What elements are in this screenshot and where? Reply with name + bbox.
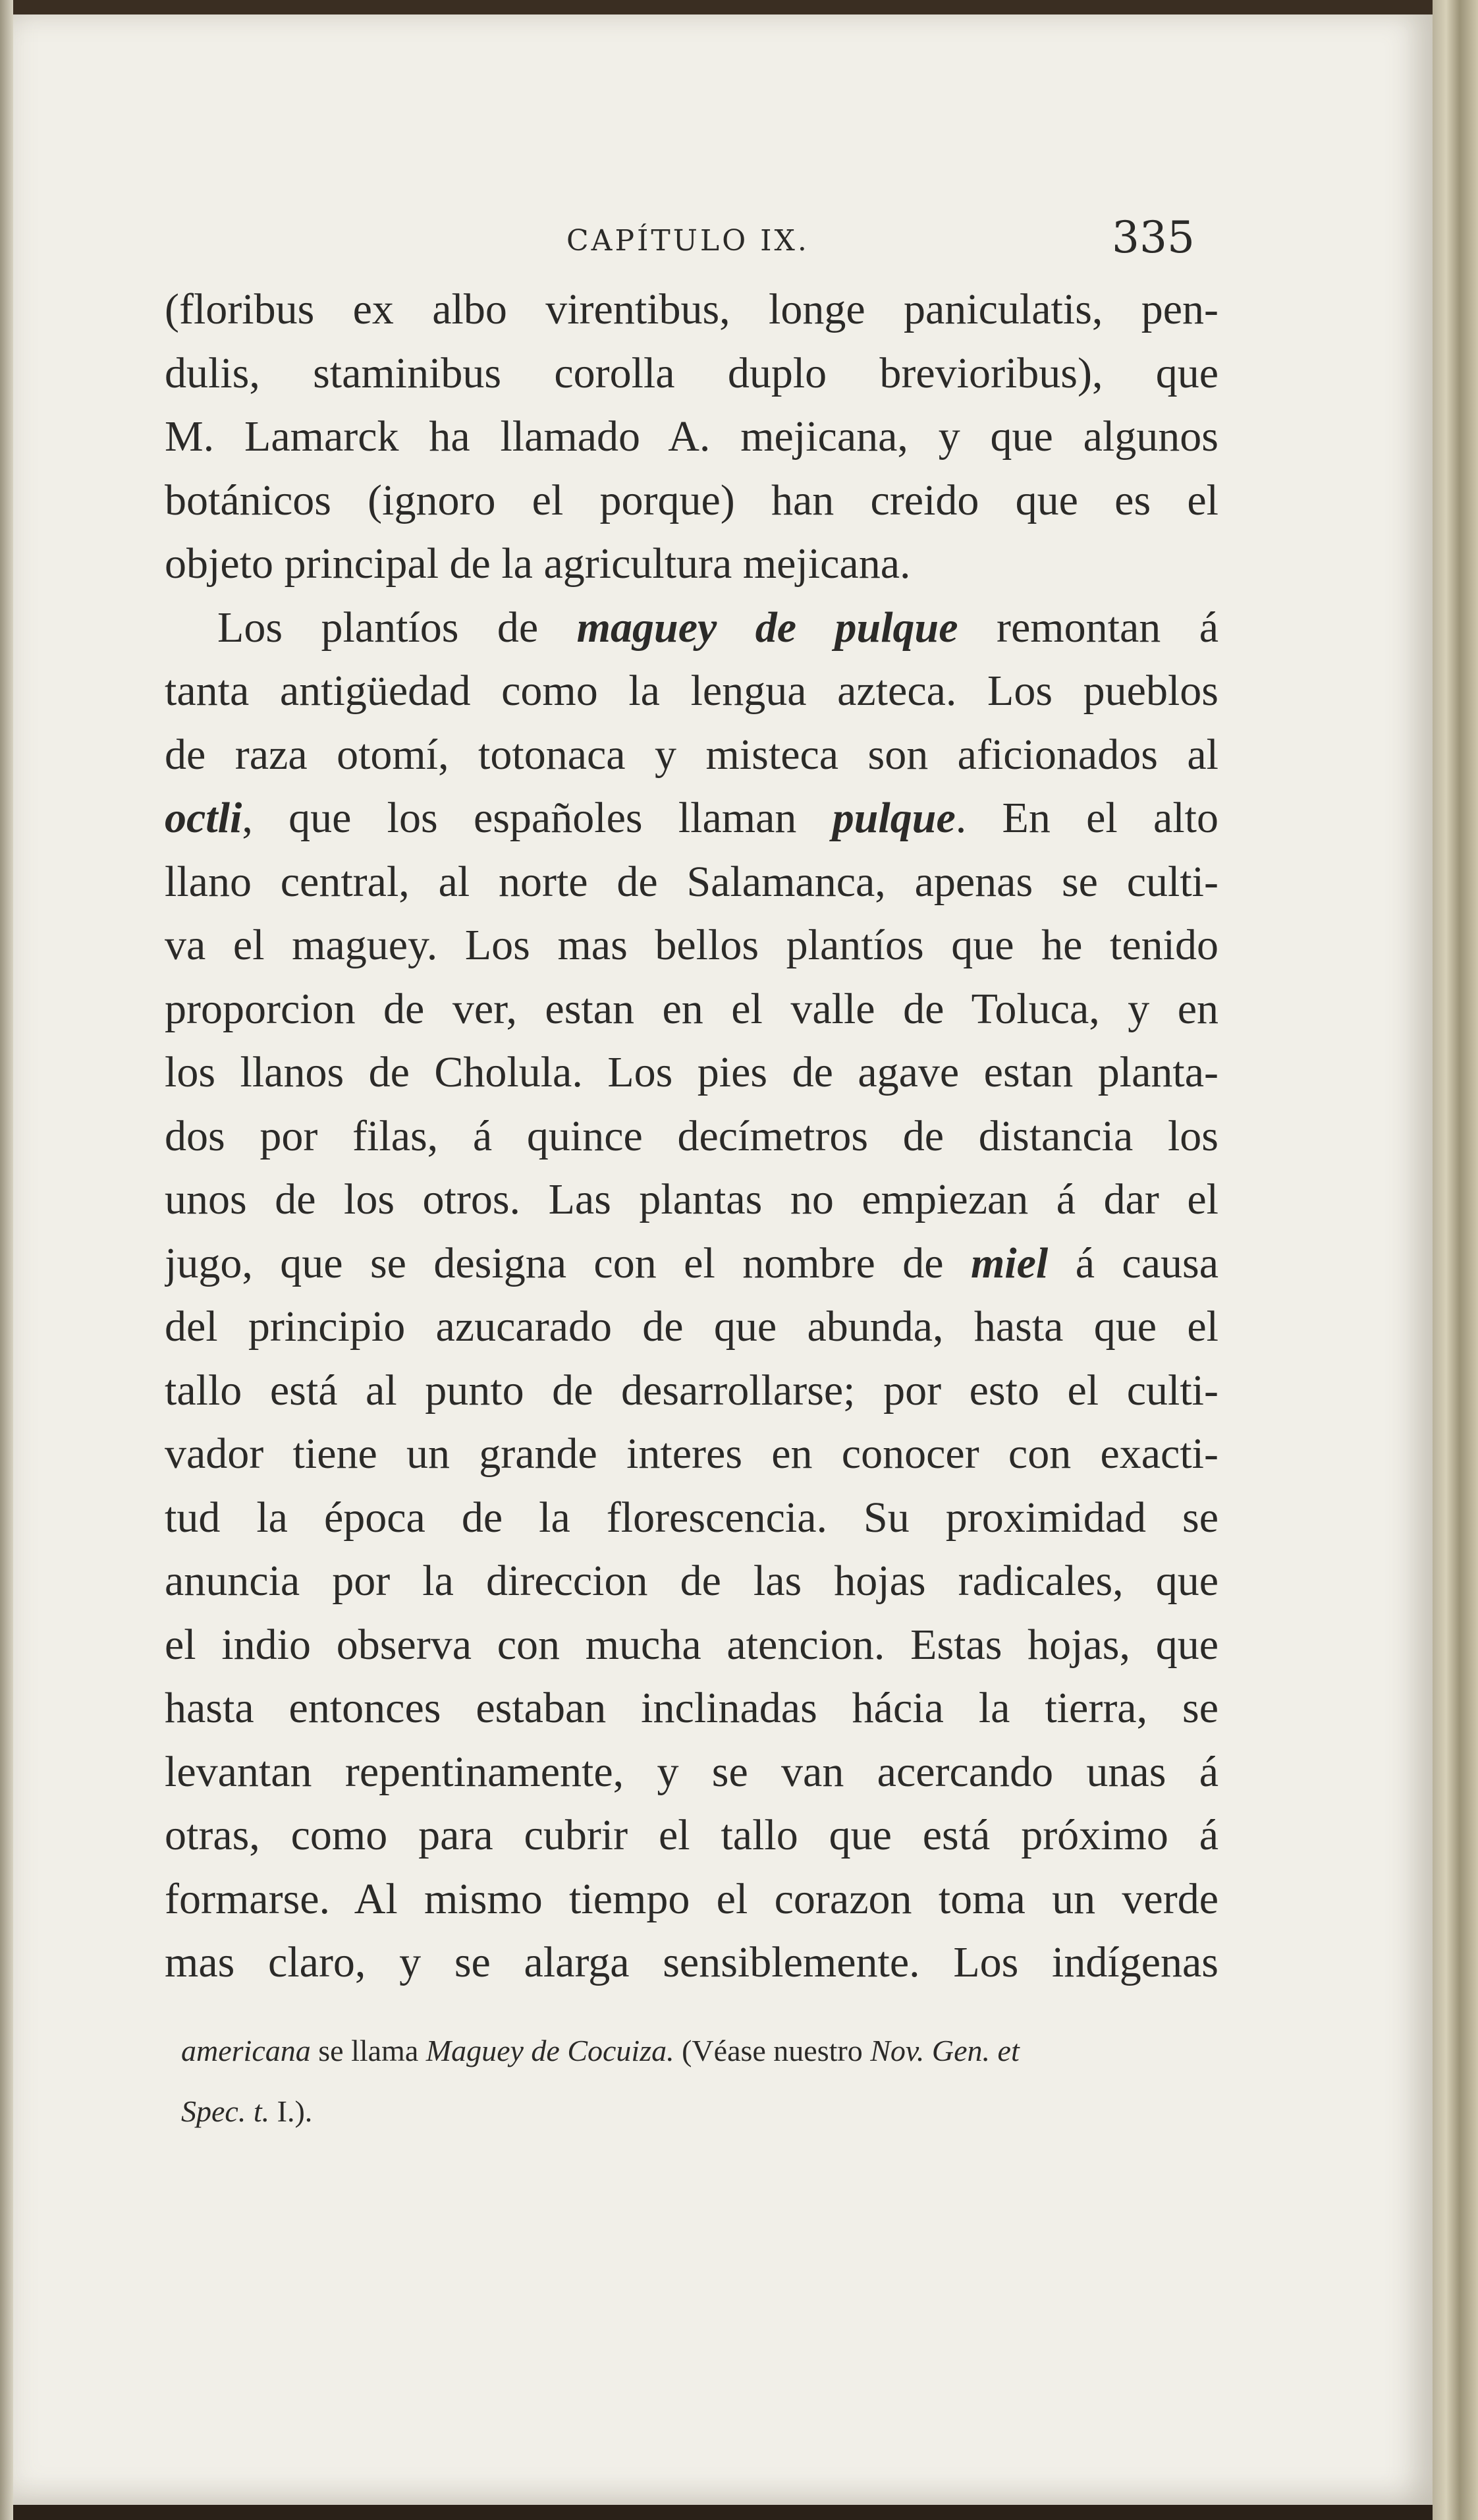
text-line (165, 1677, 1218, 1741)
footnote-italic: Maguey de Cocuiza. (425, 2034, 674, 2067)
text-line (165, 1168, 1218, 1232)
text-line (165, 1105, 1218, 1169)
footnote-text: se llama (310, 2034, 426, 2067)
text-span: tanta antigüedad como la lengua azteca. Los pueblos (165, 667, 1218, 715)
footnote-italic: americana (181, 2034, 311, 2067)
text-span: dos por filas, á quince decímetros de distancia los (165, 1111, 1218, 1160)
text-span: otras, como para cubrir el tallo que está próximo á (165, 1811, 1218, 1859)
text-span: proporcion de ver, estan en el valle de Toluca, y en (165, 984, 1218, 1033)
text-line (165, 1804, 1218, 1868)
text-line (165, 914, 1218, 978)
text-span: llano central, al norte de Salamanca, apenas se culti- (165, 857, 1218, 906)
text-line (165, 1422, 1218, 1486)
running-head (13, 212, 1433, 271)
text-span: del principio azucarado de que abunda, hasta que el (165, 1302, 1218, 1351)
italic-term: pulque (832, 794, 956, 842)
text-line (165, 1741, 1218, 1805)
text-line (165, 978, 1218, 1042)
text-line (165, 469, 1218, 533)
italic-term: maguey de pulque (576, 603, 958, 652)
text-span: jugo, que se designa con el nombre de (165, 1239, 971, 1287)
body-text (165, 278, 1218, 1995)
text-span: Los plantíos de (217, 603, 577, 652)
text-span: los llanos de Cholula. Los pies de agave estan planta- (165, 1048, 1218, 1096)
text-line (165, 1613, 1218, 1677)
text-span: de raza otomí, totonaca y misteca son aficionados al (165, 730, 1218, 779)
page-number: 335 (1112, 212, 1195, 263)
text-line (165, 1295, 1218, 1359)
footnote-italic: Nov. Gen. et (870, 2034, 1020, 2067)
text-line (165, 1931, 1218, 1995)
text-line (165, 851, 1218, 914)
text-line (165, 1486, 1218, 1550)
text-span: vador tiene un grande interes en conocer con exacti- (165, 1430, 1218, 1478)
footnote-line (181, 2081, 1235, 2142)
text-span: anuncia por la direccion de las hojas radicales, que (165, 1557, 1218, 1605)
text-span: mas claro, y se alarga sensiblemente. Los indígenas (165, 1938, 1218, 1986)
italic-term: octli (165, 794, 242, 842)
text-span: , que los españoles llaman (242, 794, 833, 842)
text-line (165, 405, 1218, 469)
text-line (165, 596, 1218, 660)
text-line (165, 659, 1218, 723)
footnote (181, 2021, 1235, 2142)
text-span: tud la época de la florescencia. Su proximidad se (165, 1493, 1218, 1542)
text-line (165, 1550, 1218, 1613)
text-span: (floribus ex albo virentibus, longe paniculatis, pen- (165, 285, 1218, 333)
footnote-text: I.). (269, 2094, 313, 2128)
text-span: botánicos (ignoro el porque) han creido que es el (165, 476, 1218, 524)
book-page-edges (1433, 0, 1478, 2520)
text-span: . En el alto (955, 794, 1218, 842)
text-line (165, 787, 1218, 851)
text-line (165, 1868, 1218, 1932)
text-line (165, 342, 1218, 406)
text-span: dulis, staminibus corolla duplo brevioribus), que (165, 349, 1218, 397)
page-left-edge (0, 0, 13, 2520)
text-span: va el maguey. Los mas bellos plantíos que he tenido (165, 921, 1218, 969)
text-span: remontan á (958, 603, 1218, 652)
footnote-italic: Spec. t. (181, 2094, 270, 2128)
chapter-title: CAPÍTULO IX. (566, 224, 809, 258)
footnote-line (181, 2021, 1235, 2081)
text-line (165, 1359, 1218, 1423)
text-line (165, 1041, 1218, 1105)
text-span: tallo está al punto de desarrollarse; por esto el culti- (165, 1366, 1218, 1414)
italic-term: miel (970, 1239, 1049, 1287)
text-span: unos de los otros. Las plantas no empiezan á dar el (165, 1175, 1218, 1223)
text-span: objeto principal de la agricultura mejicana. (165, 540, 911, 588)
text-line (165, 278, 1218, 342)
text-span: levantan repentinamente, y se van acercando unas á (165, 1747, 1218, 1796)
text-line (165, 532, 1218, 596)
text-span: formarse. Al mismo tiempo el corazon toma un verde (165, 1874, 1218, 1923)
book-page (13, 14, 1433, 2505)
text-span: á causa (1048, 1239, 1218, 1287)
text-span: M. Lamarck ha llamado A. mejicana, y que algunos (165, 412, 1218, 461)
text-line (165, 1232, 1218, 1296)
page-top-edge (0, 0, 1478, 14)
footnote-text: (Véase nuestro (674, 2034, 871, 2067)
text-line (165, 723, 1218, 787)
text-span: el indio observa con mucha atencion. Estas hojas, que (165, 1620, 1218, 1669)
text-span: hasta entonces estaban inclinadas hácia la tierra, se (165, 1684, 1218, 1732)
